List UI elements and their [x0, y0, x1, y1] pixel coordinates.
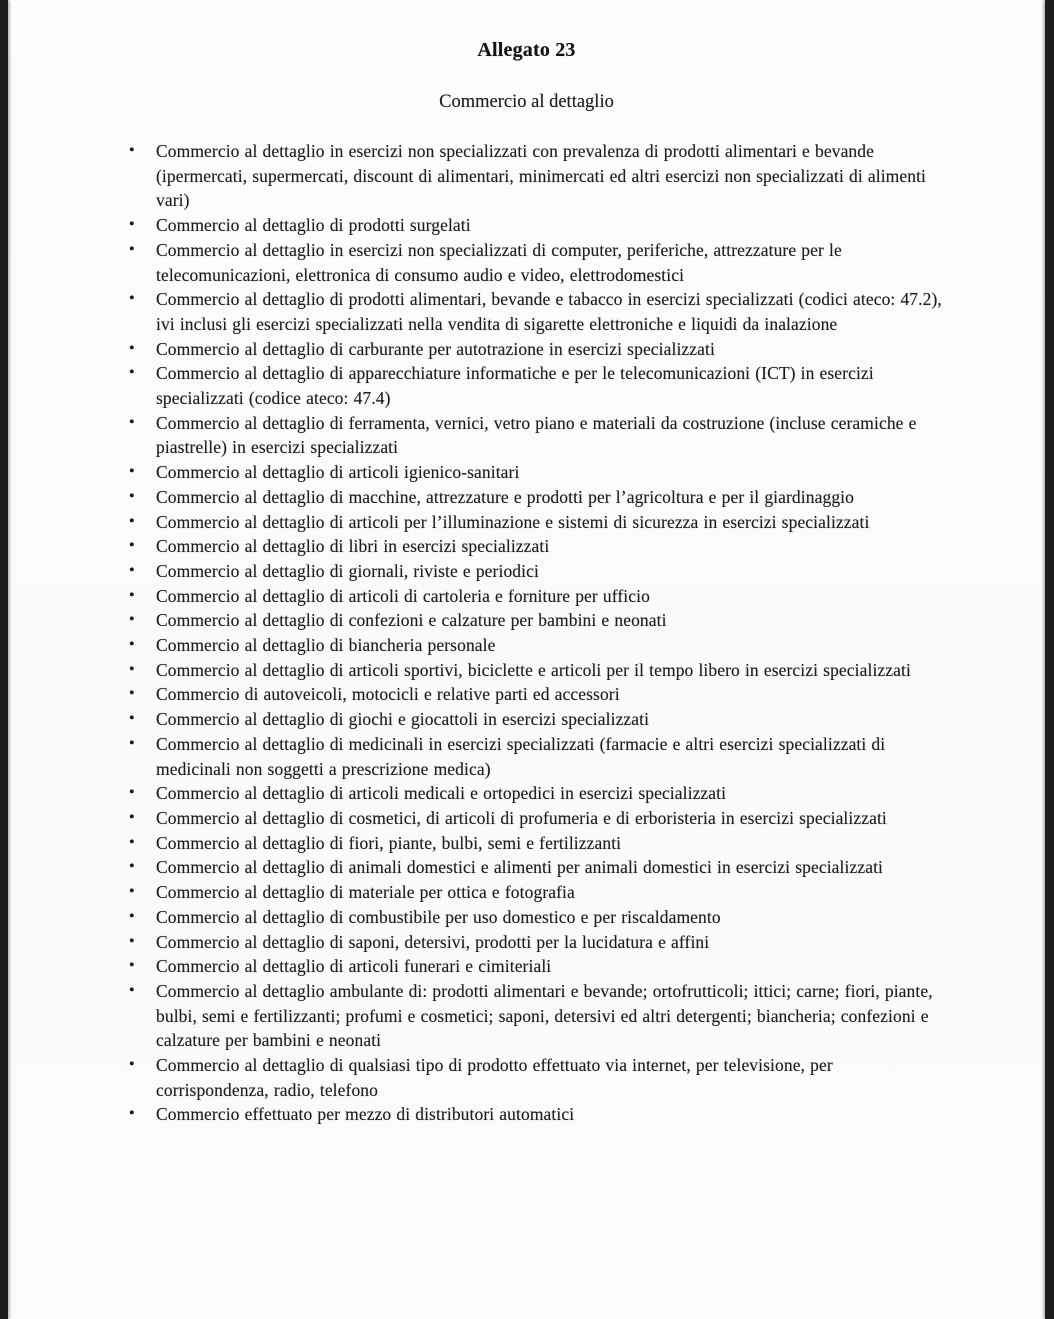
bullet-icon: • — [129, 487, 135, 505]
bullet-icon: • — [129, 1056, 135, 1074]
page-subtitle: Commercio al dettaglio — [439, 92, 614, 112]
list-item-text: Commercio di autoveicoli, motocicli e relative parti ed accessori — [156, 684, 620, 705]
list-item-text: Commercio al dettaglio di giornali, riviste e periodici — [156, 560, 539, 581]
bullet-icon: • — [129, 586, 135, 604]
bullet-icon: • — [129, 512, 135, 530]
list-item-text: Commercio al dettaglio di combustibile per uso domestico e per riscaldamento — [156, 906, 721, 927]
list-item — [126, 361, 948, 410]
list-item-text: Commercio al dettaglio di articoli igienico-sanitari — [156, 462, 520, 483]
list-item — [126, 682, 948, 707]
bullet-icon: • — [129, 833, 135, 851]
list-item — [126, 460, 948, 485]
list-item — [126, 855, 948, 880]
list-item-text: Commercio al dettaglio di prodotti alimentari, bevande e tabacco in esercizi specializzati (codici ateco: 47.2), ivi inclusi gli esercizi specializzati nella vendita di sigarette elettroniche e liquidi da inalazione — [156, 289, 942, 334]
list-item — [126, 831, 948, 856]
list-item — [126, 584, 948, 609]
list-item-text: Commercio al dettaglio di libri in esercizi specializzati — [156, 536, 550, 557]
list-item-text: Commercio al dettaglio di articoli per l’illuminazione e sistemi di sicurezza in esercizi specializzati — [156, 511, 870, 532]
list-item — [126, 979, 948, 1053]
list-item — [126, 485, 948, 510]
list-item-text: Commercio al dettaglio di animali domestici e alimenti per animali domestici in esercizi specializzati — [156, 857, 883, 878]
list-item — [126, 806, 948, 831]
bullet-icon: • — [129, 907, 135, 925]
list-item — [126, 608, 948, 633]
list-item-text: Commercio al dettaglio di macchine, attrezzature e prodotti per l’agricoltura e per il giardinaggio — [156, 486, 854, 507]
bullet-icon: • — [129, 537, 135, 555]
scan-edge-right — [1045, 0, 1054, 1319]
list-item — [126, 880, 948, 905]
bullet-icon: • — [129, 142, 135, 159]
bullet-icon: • — [129, 808, 135, 826]
bullet-icon: • — [129, 240, 135, 258]
list-item-text: Commercio al dettaglio di articoli di cartoleria e forniture per ufficio — [156, 585, 650, 606]
bullet-icon: • — [129, 784, 135, 802]
list-item-text: Commercio al dettaglio di biancheria personale — [156, 635, 496, 656]
list-item-text: Commercio al dettaglio di articoli funerari e cimiteriali — [156, 956, 552, 977]
list-item — [126, 337, 948, 362]
list-item-text: Commercio al dettaglio di ferramenta, vernici, vetro piano e materiali da costruzione (incluse ceramiche e piastrelle) in esercizi specializzati — [156, 412, 917, 458]
bullet-icon: • — [129, 290, 135, 308]
bullet-icon: • — [129, 463, 135, 481]
list-item-text: Commercio al dettaglio di materiale per ottica e fotografia — [156, 882, 575, 903]
list-item-text: Commercio al dettaglio di carburante per autotrazione in esercizi specializzati — [156, 338, 715, 359]
bullet-icon: • — [129, 561, 135, 579]
list-item — [126, 534, 948, 559]
list-item-text: Commercio al dettaglio ambulante di: prodotti alimentari e bevande; ortofrutticoli; ittici; carne; fiori, piante, bulbi, semi e fertilizzanti; profumi e cosmetici; saponi, detersivi ed altri detergenti; biancheria; confezioni e calzature per bambini e neonati — [156, 980, 933, 1051]
list-item-text: Commercio al dettaglio di giochi e giocattoli in esercizi specializzati — [156, 709, 650, 730]
list-item — [126, 658, 948, 683]
list-item-text: Commercio al dettaglio di articoli medicali e ortopedici in esercizi specializzati — [156, 783, 727, 804]
list-item-text: Commercio al dettaglio di articoli sportivi, biciclette e articoli per il tempo libero in esercizi specializzati — [156, 659, 911, 680]
list-item — [126, 213, 948, 238]
document-page — [8, 0, 1045, 1319]
list-item — [126, 287, 948, 336]
bullet-icon: • — [129, 413, 135, 431]
bullet-icon: • — [129, 685, 135, 703]
bullet-icon: • — [129, 981, 135, 999]
list-item — [126, 1102, 948, 1127]
retail-category-list — [8, 139, 948, 1127]
list-item — [126, 905, 948, 930]
scan-edge-left — [0, 0, 8, 1319]
list-item — [126, 781, 948, 806]
list-item-text: Commercio al dettaglio in esercizi non specializzati di computer, periferiche, attrezzature per le telecomunicazioni, elettronica di consumo audio e video, elettrodomestici — [156, 239, 842, 285]
list-item-text: Commercio al dettaglio di saponi, detersivi, prodotti per la lucidatura e affini — [156, 931, 710, 952]
list-item-text: Commercio al dettaglio di prodotti surgelati — [156, 215, 471, 236]
list-item-text: Commercio al dettaglio di medicinali in esercizi specializzati (farmacie e altri esercizi specializzati di medicinali non soggetti a prescrizione medica) — [156, 733, 886, 779]
list-item — [126, 411, 948, 460]
list-item — [126, 707, 948, 732]
list-item-text: Commercio al dettaglio di cosmetici, di articoli di profumeria e di erboristeria in esercizi specializzati — [156, 807, 887, 828]
list-item — [126, 930, 948, 955]
bullet-icon: • — [129, 957, 135, 975]
list-item — [126, 139, 948, 213]
bullet-icon: • — [129, 1105, 135, 1123]
list-item — [126, 510, 948, 535]
list-item-text: Commercio al dettaglio di fiori, piante, bulbi, semi e fertilizzanti — [156, 832, 622, 853]
bullet-icon: • — [129, 611, 135, 629]
bullet-icon: • — [129, 339, 135, 357]
bullet-icon: • — [129, 710, 135, 728]
list-item — [126, 954, 948, 979]
bullet-icon: • — [129, 364, 135, 382]
list-item — [126, 1053, 948, 1102]
bullet-icon: • — [129, 932, 135, 950]
list-item — [126, 633, 948, 658]
bullet-icon: • — [129, 883, 135, 901]
list-item-text: Commercio effettuato per mezzo di distributori automatici — [156, 1104, 575, 1125]
bullet-icon: • — [129, 636, 135, 654]
list-item-text: Commercio al dettaglio di apparecchiature informatiche e per le telecomunicazioni (ICT) in esercizi specializzati (codice ateco: 47.4) — [156, 363, 874, 409]
bullet-icon: • — [129, 216, 135, 234]
list-item — [126, 732, 948, 781]
bullet-icon: • — [129, 734, 135, 752]
page-title: Allegato 23 — [477, 39, 576, 61]
list-item-text: Commercio al dettaglio di confezioni e calzature per bambini e neonati — [156, 610, 667, 631]
list-item-text: Commercio al dettaglio di qualsiasi tipo di prodotto effettuato via internet, per televisione, per corrispondenza, radio, telefono — [156, 1055, 833, 1100]
bullet-icon: • — [129, 660, 135, 678]
list-item — [126, 238, 948, 287]
list-item — [126, 559, 948, 584]
bullet-icon: • — [129, 858, 135, 876]
list-item-text: Commercio al dettaglio in esercizi non specializzati con prevalenza di prodotti alimentari e bevande (ipermercati, supermercati, discount di alimentari, minimercati ed altri esercizi non specializzati di alimenti vari) — [156, 141, 927, 211]
